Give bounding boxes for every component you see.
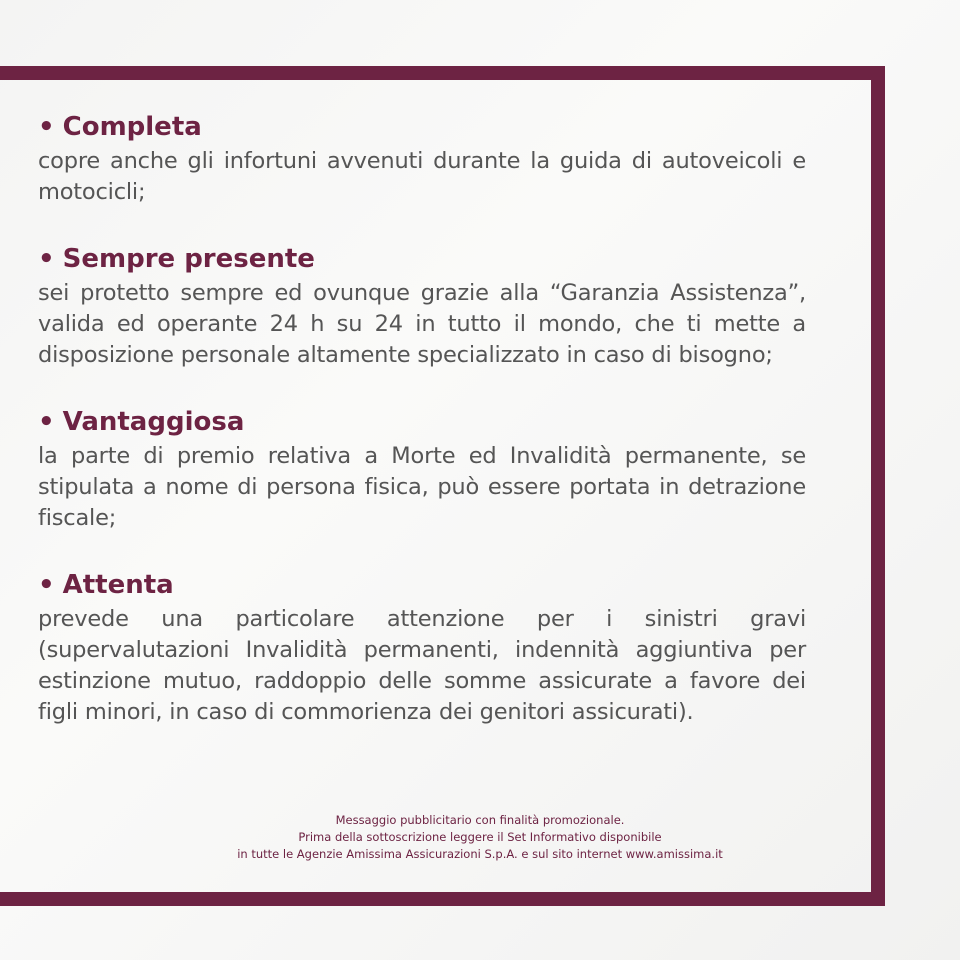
bullet-icon: •	[38, 244, 55, 274]
bullet-icon: •	[38, 407, 55, 437]
bullet-icon: •	[38, 570, 55, 600]
feature-title: Sempre presente	[62, 244, 315, 274]
feature-completa	[38, 108, 806, 208]
feature-description: prevede una particolare attenzione per i sinistri gravi (supervalutazioni Invalidità permanenti, indennità aggiuntiva per estinzione mutuo, raddoppio delle somme assicurate a favore dei figli minori, in caso di commorienza dei genitori assicurati).	[38, 606, 806, 725]
disclaimer-line-1: Messaggio pubblicitario con finalità promozionale.	[335, 813, 625, 827]
feature-heading	[38, 108, 806, 146]
disclaimer	[0, 812, 960, 863]
feature-list	[38, 108, 806, 728]
feature-vantaggiosa	[38, 403, 806, 534]
feature-title: Attenta	[62, 570, 174, 600]
feature-description: sei protetto sempre ed ovunque grazie alla “Garanzia Assistenza”, valida ed operante 24 h su 24 in tutto il mondo, che ti mette a disposizione personale altamente specializzato in caso di bisogno;	[38, 280, 806, 368]
feature-heading	[38, 566, 806, 604]
feature-attenta	[38, 566, 806, 728]
bullet-icon: •	[38, 112, 55, 142]
feature-heading	[38, 403, 806, 441]
feature-description: copre anche gli infortuni avvenuti durante la guida di autoveicoli e motocicli;	[38, 148, 806, 205]
feature-description: la parte di premio relativa a Morte ed Invalidità permanente, se stipulata a nome di persona fisica, può essere portata in detrazione fiscale;	[38, 443, 806, 531]
disclaimer-line-2: Prima della sottoscrizione leggere il Set Informativo disponibile	[298, 830, 662, 844]
feature-title: Vantaggiosa	[62, 407, 245, 437]
feature-title: Completa	[62, 112, 202, 142]
feature-heading	[38, 240, 806, 278]
feature-sempre-presente	[38, 240, 806, 371]
disclaimer-line-3: in tutte le Agenzie Amissima Assicurazioni S.p.A. e sul sito internet www.amissima.it	[237, 847, 723, 861]
